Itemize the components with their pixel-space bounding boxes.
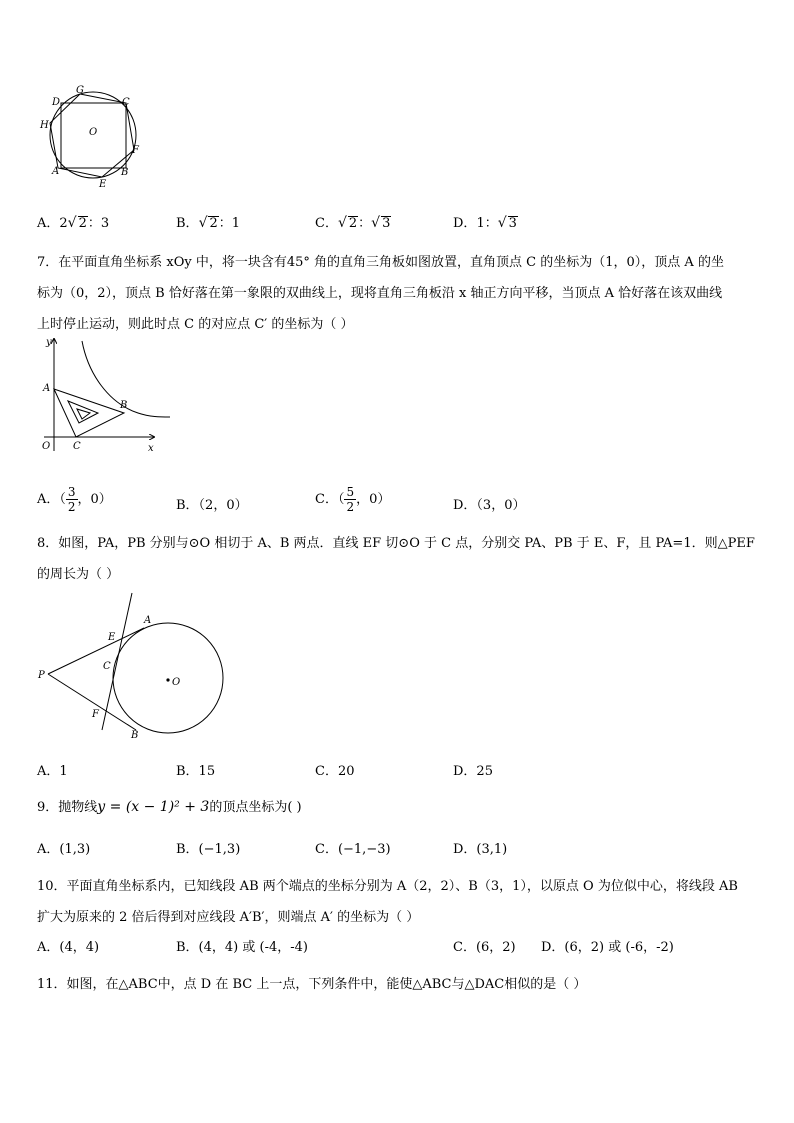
q6-option-a-rad: 2 <box>78 216 87 231</box>
q6-option-c-rad2: 3 <box>382 216 391 231</box>
q7-option-a-den: 2 <box>67 500 76 514</box>
q6-label-h: H <box>40 120 49 131</box>
q7-label-y: y <box>46 337 52 348</box>
q8-tangent-pa <box>48 628 144 674</box>
q6-label-g: G <box>76 85 84 96</box>
q8-label-c: C <box>103 661 111 672</box>
sqrt-icon: √ <box>497 215 507 231</box>
q6-option-a[interactable] <box>37 212 109 231</box>
q6-option-c[interactable] <box>315 212 391 231</box>
q7-label-b: B <box>120 400 128 411</box>
q7-label-c: C <box>73 441 81 452</box>
q8-tangent-pb <box>48 674 136 730</box>
q7-label-o: O <box>42 441 51 452</box>
q6-label-a: A <box>52 166 60 177</box>
q7-stem-line2: 标为（0，2），顶点 B 恰好落在第一象限的双曲线上，现将直角三角板沿 x 轴正方向平移，当顶点 A 恰好落在该双曲线 <box>37 286 723 301</box>
q8-label-b: B <box>131 730 139 741</box>
q6-option-c-mid: ： <box>358 216 372 231</box>
q8-option-b[interactable]: B．15 <box>176 764 216 779</box>
q7-stem-line3: 上时停止运动，则此时点 C 的对应点 C′ 的坐标为（ ） <box>37 317 354 332</box>
q7-label-x: x <box>148 443 154 454</box>
q9-formula: y = (x − 1)² + 3 <box>97 799 210 815</box>
q6-option-a-prefix: A． <box>37 216 60 231</box>
q7-triangle-inner <box>68 401 98 423</box>
q6-label-d: D <box>52 97 61 108</box>
q10-stem-line2: 扩大为原来的 2 倍后得到对应线段 A′B′，则端点 A′ 的坐标为（ ） <box>37 910 420 925</box>
q9-option-b[interactable]: B．(−1,3) <box>176 842 241 857</box>
q6-figure <box>38 86 148 192</box>
q8-label-p: P <box>38 670 45 681</box>
q6-option-d-prefix: D． <box>453 216 477 231</box>
q6-label-e: E <box>99 179 107 190</box>
q6-option-b-rad: 2 <box>209 216 218 231</box>
q7-option-a[interactable] <box>37 485 112 514</box>
q6-option-a-tail: ：3 <box>87 216 110 231</box>
q6-label-o: O <box>89 127 98 138</box>
q8-label-a: A <box>144 615 152 626</box>
q7-option-c-num: 5 <box>346 485 355 499</box>
q7-option-c-fraction <box>344 485 356 514</box>
q7-option-a-tail: ，0） <box>77 492 112 507</box>
q7-option-c-den: 2 <box>346 500 355 514</box>
q6-option-a-coef: 2 <box>59 216 68 231</box>
q10-option-d[interactable]: D．(6，2) 或 (-6，-2) <box>541 940 674 955</box>
q8-center-dot <box>166 678 169 681</box>
q6-option-d-head: 1： <box>476 216 498 231</box>
sqrt-icon: √ <box>371 215 381 231</box>
sqrt-icon: √ <box>67 215 77 231</box>
q7-label-a: A <box>43 383 51 394</box>
q8-circle <box>113 623 223 733</box>
q8-stem-line2: 的周长为（ ） <box>37 567 120 582</box>
q8-option-d[interactable]: D．25 <box>453 764 493 779</box>
q7-option-c[interactable] <box>315 485 390 514</box>
q9-prefix: 9．抛物线 <box>37 800 98 815</box>
q6-option-d-rad: 3 <box>508 216 517 231</box>
q10-option-b[interactable]: B．(4，4) 或 (-4，-4) <box>176 940 308 955</box>
q10-option-a[interactable]: A．(4，4) <box>37 940 100 955</box>
q8-stem-line1: 8．如图，PA，PB 分别与⊙O 相切于 A、B 两点．直线 EF 切⊙O 于 C 点，分别交 PA、PB 于 E、F，且 PA=1．则△PEF <box>37 536 755 551</box>
q6-label-c: C <box>122 97 130 108</box>
q6-label-f: F <box>132 145 139 156</box>
q7-option-a-prefix: A．（ <box>37 492 66 507</box>
q9-option-c[interactable]: C．(−1,−3) <box>315 842 391 857</box>
q7-option-b[interactable]: B．（2，0） <box>176 498 248 513</box>
q9-option-d[interactable]: D．(3,1) <box>453 842 508 857</box>
q7-option-c-prefix: C．（ <box>315 492 345 507</box>
q7-option-d[interactable]: D．（3，0） <box>453 498 526 513</box>
q7-stem-line1: 7．在平面直角坐标系 xOy 中，将一块含有45° 角的直角三角板如图放置，直角顶点 C 的坐标为（1，0），顶点 A 的坐 <box>37 255 724 270</box>
q8-option-a[interactable]: A．1 <box>37 764 68 779</box>
q8-option-c[interactable]: C．20 <box>315 764 355 779</box>
q6-option-c-rad1: 2 <box>348 216 358 231</box>
q10-stem-line1: 10．平面直角坐标系内，已知线段 AB 两个端点的坐标分别为 A（2，2）、B（3，1），以原点 O 为位似中心，将线段 AB <box>37 879 738 894</box>
q7-option-c-tail: ，0） <box>356 492 391 507</box>
q6-option-d[interactable] <box>453 212 518 231</box>
sqrt-icon: √ <box>198 215 208 231</box>
q9-stem <box>37 796 302 815</box>
q8-label-e: E <box>108 632 116 643</box>
q8-label-f: F <box>92 709 99 720</box>
q8-figure <box>36 590 231 742</box>
q6-option-c-prefix: C． <box>315 216 338 231</box>
sqrt-icon: √ <box>337 215 347 231</box>
q6-label-b: B <box>121 167 129 178</box>
q7-figure <box>38 333 173 455</box>
q6-option-b-tail: ：1 <box>218 216 241 231</box>
q6-option-b[interactable] <box>176 212 240 231</box>
q6-option-b-prefix: B． <box>176 216 199 231</box>
q10-option-c[interactable]: C．(6，2) <box>453 940 516 955</box>
q9-option-a[interactable]: A．(1,3) <box>37 842 91 857</box>
q8-label-o: O <box>172 677 181 688</box>
q9-suffix: 的顶点坐标为( ) <box>209 800 302 815</box>
q7-option-a-num: 3 <box>67 485 76 499</box>
q7-option-a-fraction <box>66 485 78 514</box>
q11-stem-line1: 11．如图，在△ABC中，点 D 在 BC 上一点，下列条件中，能使△ABC与△DAC相似的是（ ） <box>37 977 587 992</box>
q7-triangle-hole <box>77 409 90 419</box>
